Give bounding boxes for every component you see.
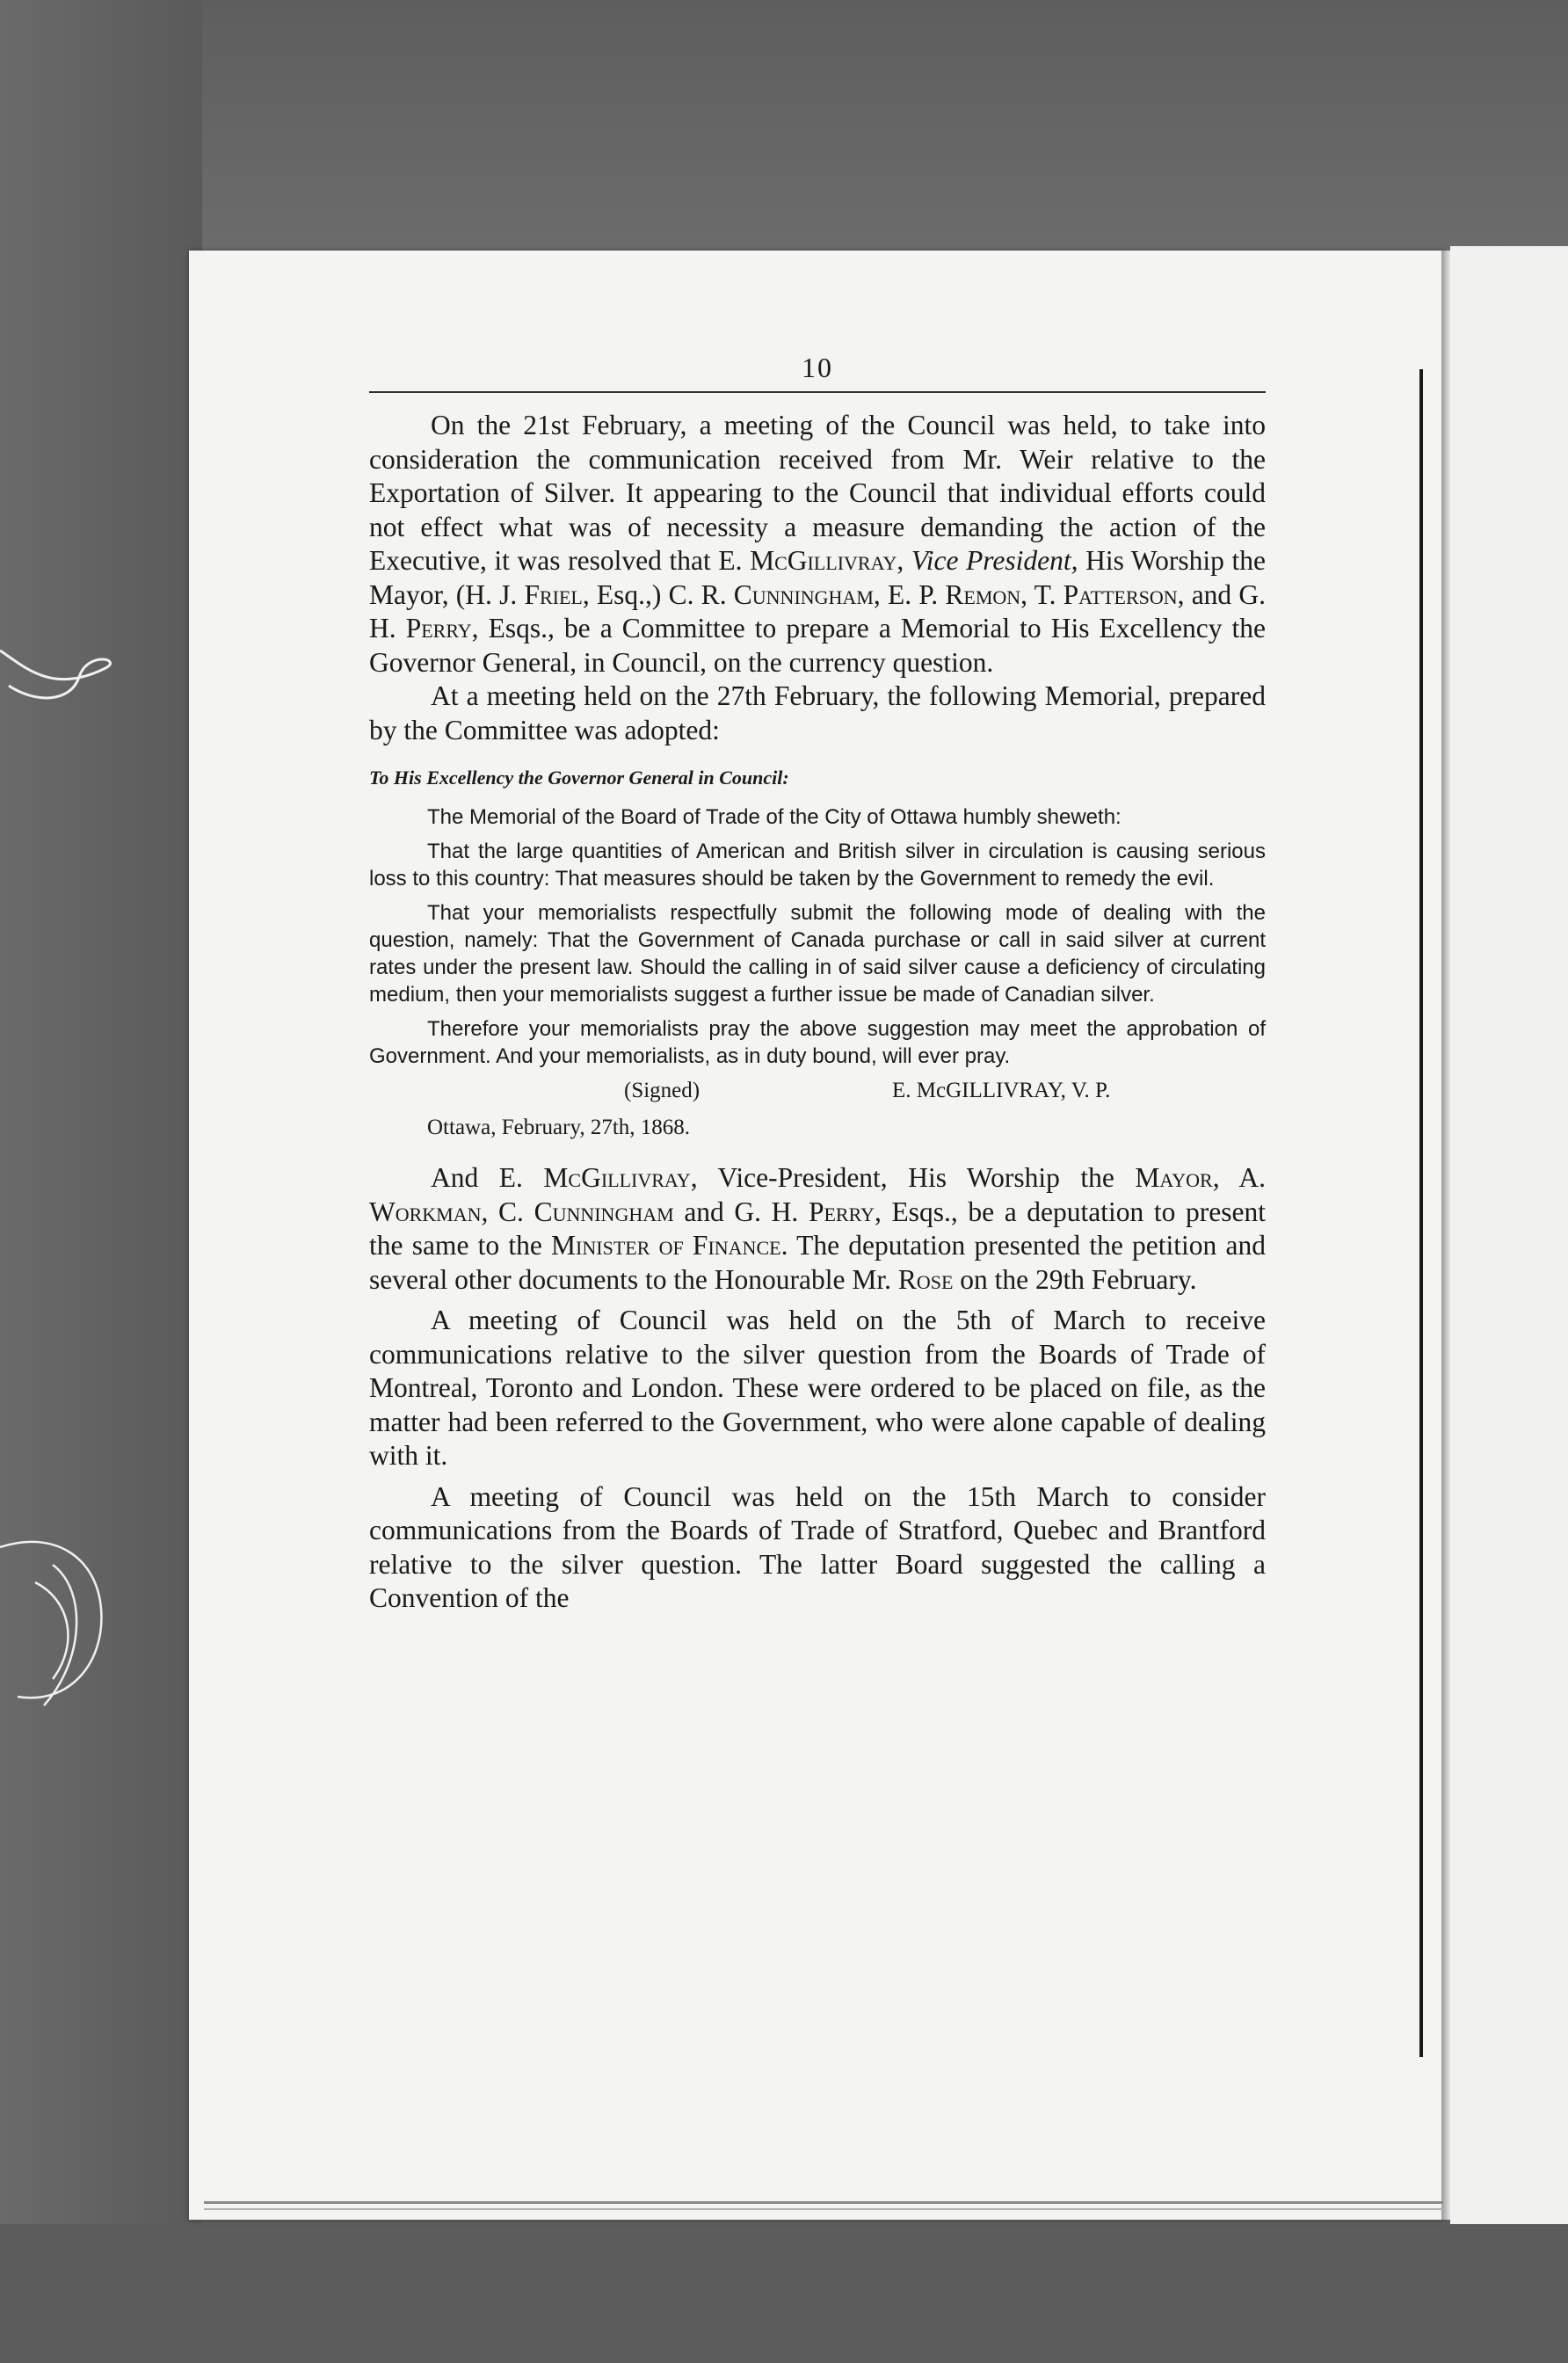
text-run: His Worship the Mayor, (H. J. <box>369 545 1266 610</box>
text-run: , Esq.,) C. R. <box>582 578 734 610</box>
title-minister-of-finance: Minister of Finance <box>551 1230 781 1261</box>
page-bottom-rule-inner <box>204 2208 1443 2210</box>
memorial-paragraph: That your memorialists respectfully submit the following mode of dealing with the question, namely: That the Government of Canada purchase or call in said silver at current rates under the present law. Should the calling in of said silver cause a deficiency of circulating medium, then your memorialists suggest a further issue be made of Canadian silver. <box>369 901 1266 1007</box>
name-workman: Workman <box>369 1196 482 1227</box>
name-mcgillivray: McGillivray <box>543 1162 691 1193</box>
paragraph-council-meeting-feb21 <box>369 409 1266 680</box>
memorial-paragraph: That the large quantities of American and British silver in circulation is causing serious loss to this country: That measures should be taken by the Government to remedy the evil. <box>369 840 1266 891</box>
text-run: , T. <box>1020 578 1063 610</box>
text-run: . The deputation presented the petition and several other documents to the Honourable Mr. <box>369 1230 1266 1295</box>
page-bottom-rule <box>204 2201 1443 2204</box>
memorial-heading: To His Excellency the Governor General in Council: <box>369 767 789 789</box>
scan-background-top <box>0 0 1568 255</box>
page-number: 10 <box>802 352 833 383</box>
scan-background-bottom <box>0 2224 1568 2363</box>
signed-label: (Signed) <box>624 1079 701 1102</box>
header-rule <box>369 391 1266 393</box>
text-run: , and G. H. <box>369 578 1266 643</box>
name-patterson: Patterson <box>1063 578 1178 610</box>
name-perry: Perry <box>808 1196 875 1227</box>
memorial-paragraph: Therefore your memorialists pray the above suggestion may meet the approbation of Government. And your memorialists, as in duty bound, will ever pray. <box>369 1017 1266 1068</box>
text-run: On the 21st February, a meeting of the Council was held, to take into consideration the communication received from Mr. Weir relative to the Exportation of Silver. It appearing to the Council that individual efforts could not effect what was of necessity a measure demanding the action of the Executive, it was resolved that E. <box>369 410 1266 576</box>
memorial-paragraph: The Memorial of the Board of Trade of the City of Ottawa humbly sheweth: <box>427 805 1122 829</box>
text-run: , Vice-President, His Worship the <box>690 1162 1136 1193</box>
title-mayor: Mayor <box>1135 1162 1213 1193</box>
text-run: and G. H. <box>673 1196 809 1227</box>
scan-background-left <box>0 0 202 2363</box>
page-content <box>369 352 1266 1616</box>
name-friel: Friel <box>524 578 583 610</box>
text-run: And E. <box>431 1162 544 1193</box>
text-run: , E. P. <box>873 578 946 610</box>
name-cunningham: Cunningham <box>534 1196 674 1227</box>
paragraph-meeting-march5: A meeting of Council was held on the 5th of March to receive communications relative to the silver question from the Boards of Trade of Montreal, Toronto and London. These were ordered to be placed on file, as the matter had been referred to the Government, who were alone capable of dealing with it. <box>369 1305 1266 1471</box>
text-run: , A. <box>1212 1162 1266 1193</box>
text-run: , Esqs., be a deputation to present the same to the <box>369 1196 1267 1261</box>
title-vice-president: Vice President, <box>904 545 1078 576</box>
signer-name: E. McGILLIVRAY, V. P. <box>892 1079 1111 1102</box>
name-rose: Rose <box>897 1263 954 1295</box>
page-edge-shadow <box>1441 251 1450 2220</box>
memorial <box>369 767 1266 1140</box>
name-cunningham: Cunningham <box>733 578 874 610</box>
text-run: , Esqs., be a Committee to prepare a Memorial to His Excellency the Governor General, in Council, on the currency question. <box>369 613 1266 678</box>
paragraph-meeting-feb27: At a meeting held on the 27th February, the following Memorial, prepared by the Committee was adopted: <box>369 680 1266 745</box>
thread-mark-upper <box>0 615 114 818</box>
name-mcgillivray: McGillivray, <box>750 545 904 576</box>
name-remon: Remon <box>945 578 1021 610</box>
text-run: , C. <box>481 1196 534 1227</box>
text-run: on the 29th February. <box>953 1263 1197 1295</box>
binding-line <box>1419 369 1423 2057</box>
adjacent-page <box>1450 246 1568 2224</box>
memorial-dateline: Ottawa, February, 27th, 1868. <box>427 1116 691 1139</box>
name-perry: Perry <box>405 613 472 643</box>
paragraph-meeting-march15: A meeting of Council was held on the 15th March to consider communications from the Boards of Trade of Stratford, Quebec and Brantford relative to the silver question. The latter Board suggested the calling a Convention of the <box>369 1480 1266 1613</box>
thread-mark-lower <box>0 1530 114 1732</box>
paragraph-deputation <box>369 1161 1266 1297</box>
signature-line <box>369 1079 1266 1107</box>
